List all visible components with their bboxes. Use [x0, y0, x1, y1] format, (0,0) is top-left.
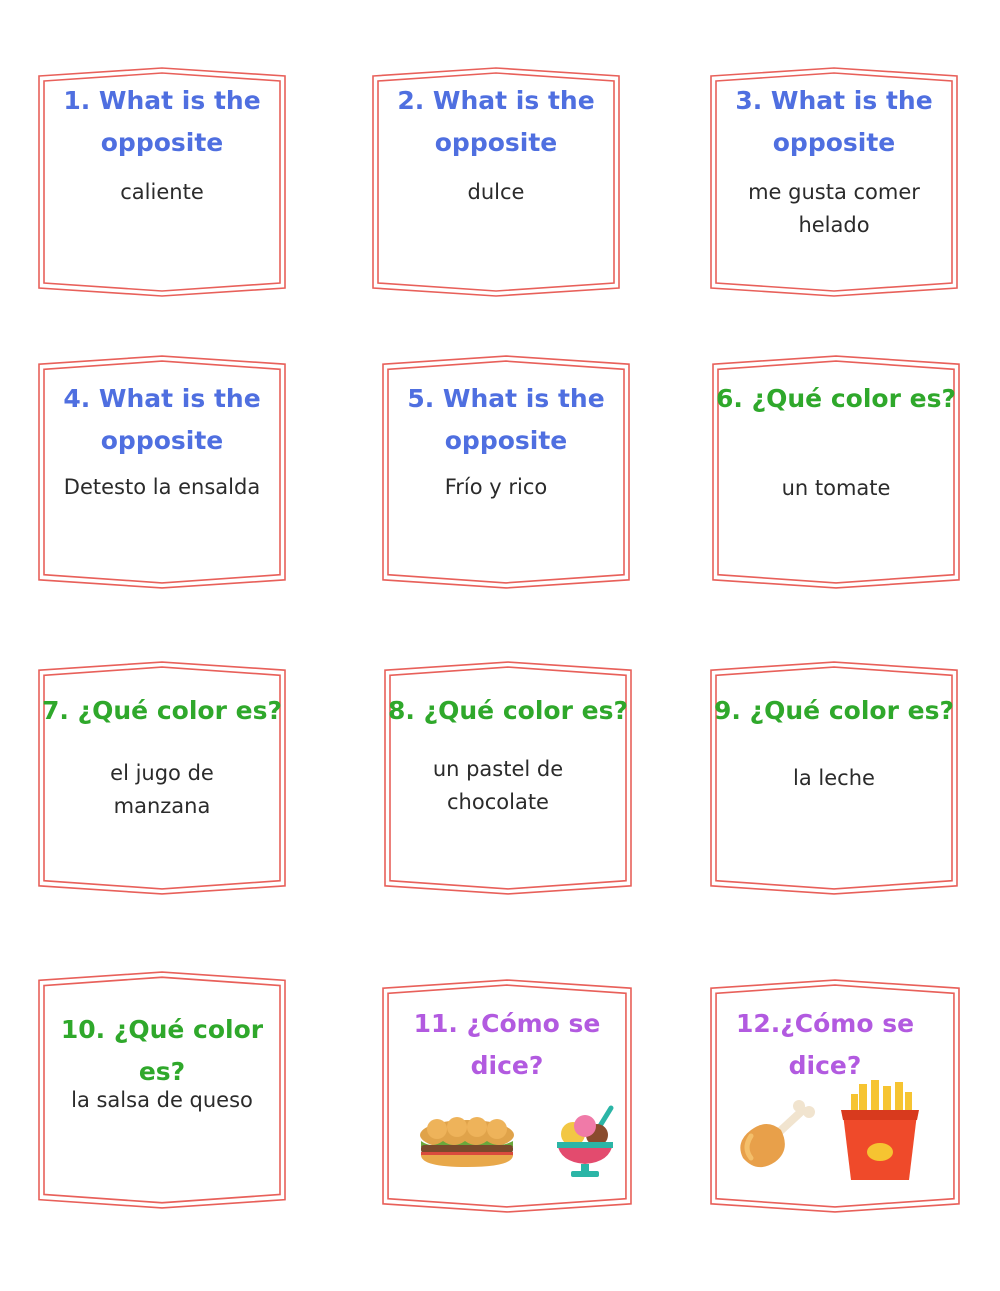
card-question: 5. What is the opposite — [407, 384, 605, 455]
card-question: 10. ¿Qué color es? — [60, 1015, 264, 1086]
card-6 — [711, 354, 961, 590]
card-question: 7. ¿Qué color es? — [42, 696, 282, 725]
card-2 — [371, 66, 621, 298]
french-fries-icon — [839, 1080, 921, 1184]
card-4 — [37, 354, 287, 590]
card-answer: un tomate — [781, 476, 891, 500]
card-answer: dulce — [467, 180, 525, 204]
card-10 — [37, 970, 287, 1210]
card-answer: la leche — [793, 766, 875, 790]
card-5 — [381, 354, 631, 590]
card-question: 12.¿Cómo se dice? — [735, 1009, 915, 1080]
card-11 — [381, 978, 633, 1214]
card-question: 8. ¿Qué color es? — [388, 696, 628, 725]
card-7 — [37, 660, 287, 896]
card-question: 11. ¿Cómo se dice? — [413, 1009, 601, 1080]
card-answer: el jugo de manzana — [110, 761, 214, 818]
card-question: 9. ¿Qué color es? — [714, 696, 954, 725]
card-answer: Detesto la ensalda — [63, 475, 261, 499]
card-question: 2. What is the opposite — [397, 86, 595, 157]
card-8 — [383, 660, 633, 896]
card-answer: me gusta comer helado — [748, 180, 920, 237]
card-question: 1. What is the opposite — [63, 86, 261, 157]
card-answer: Frío y rico — [444, 475, 548, 499]
ice-cream-sundae-icon — [555, 1104, 617, 1180]
card-answer: la salsa de queso — [71, 1088, 253, 1112]
card-1 — [37, 66, 287, 298]
chicken-leg-icon — [737, 1096, 817, 1172]
card-answer: caliente — [120, 180, 204, 204]
card-answer: un pastel de chocolate — [432, 757, 564, 814]
card-3 — [709, 66, 959, 298]
card-question: 3. What is the opposite — [735, 86, 933, 157]
card-question: 4. What is the opposite — [63, 384, 261, 455]
sandwich-icon — [417, 1115, 517, 1171]
card-question: 6. ¿Qué color es? — [716, 384, 956, 413]
card-12 — [709, 978, 961, 1214]
card-9 — [709, 660, 959, 896]
